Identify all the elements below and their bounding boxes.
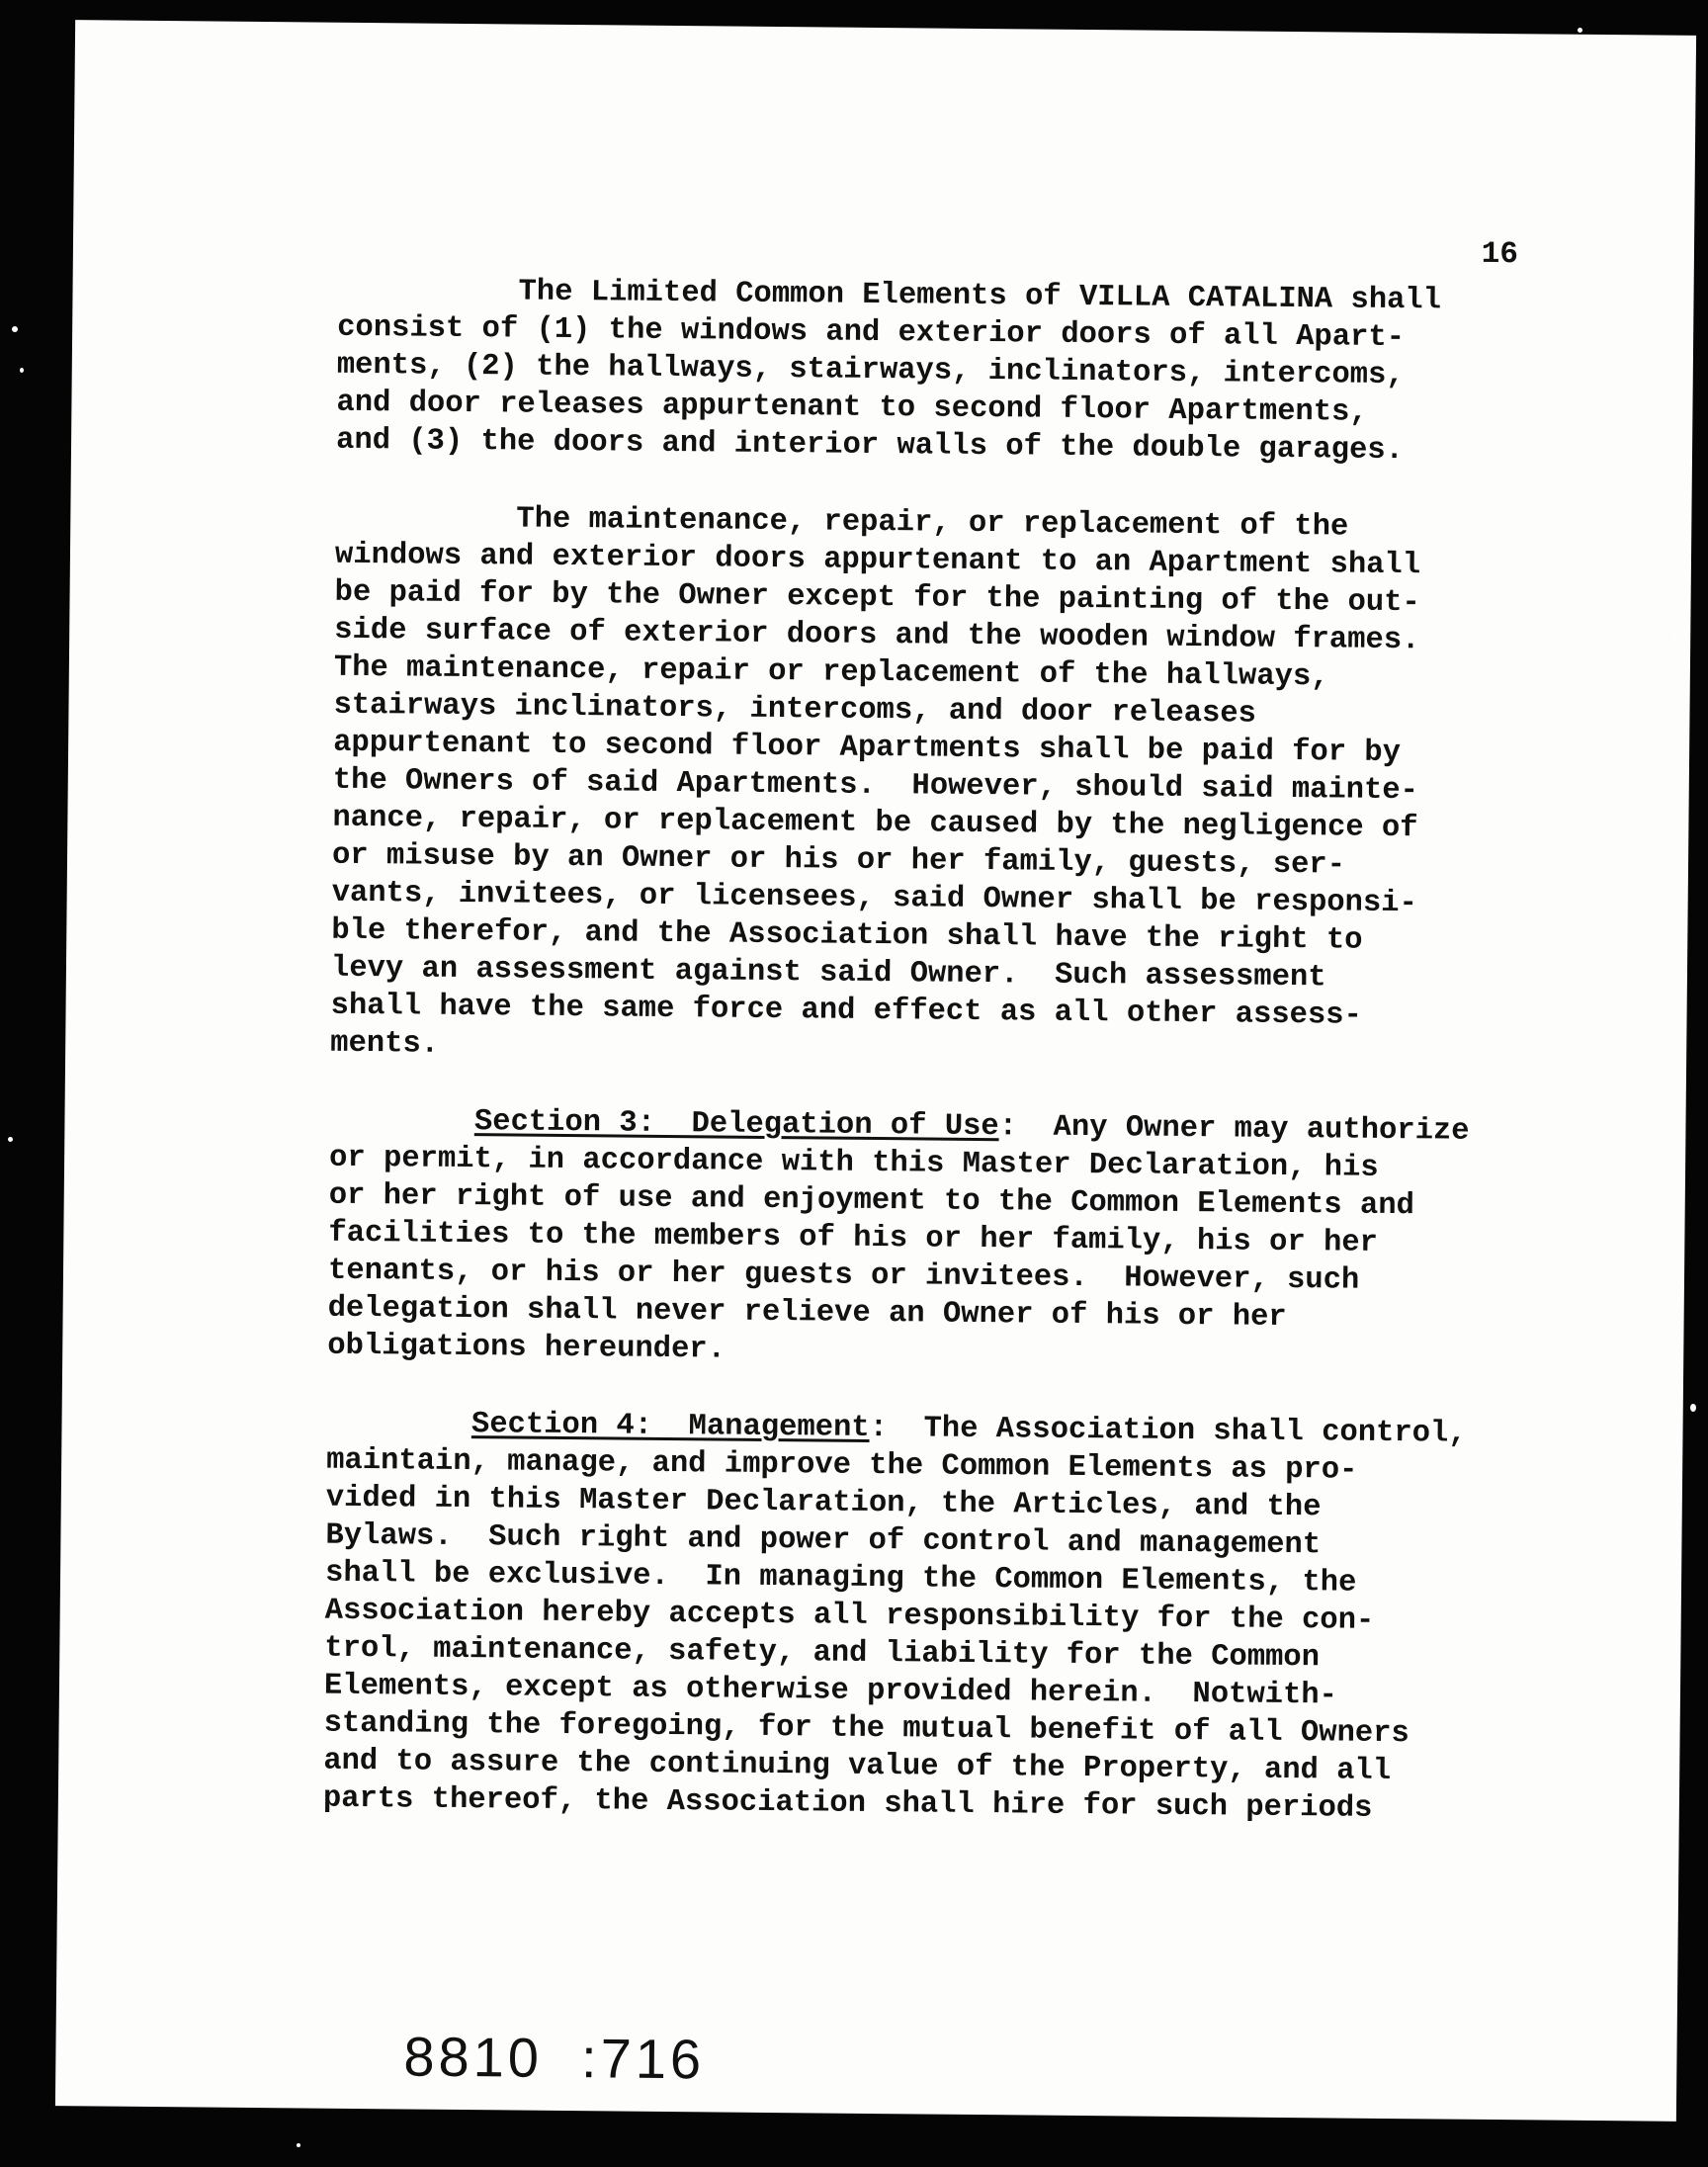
text-line: windows and exterior doors appurtenant to an Apartment shall (334, 538, 1421, 583)
text-line: ments. (330, 1026, 440, 1062)
text-line: appurtenant to second floor Apartments shall be paid for by (332, 726, 1402, 771)
text-line: parts thereof, the Association shall hire for such periods (322, 1781, 1373, 1826)
text-line: shall have the same force and effect as all other assess- (330, 989, 1362, 1033)
text-line: obligations hereunder. (327, 1329, 726, 1367)
section-4-first-line-text: : The Association shall control, (869, 1411, 1467, 1451)
text-line: trol, maintenance, safety, and liability for the Common (324, 1631, 1321, 1676)
scan-speck (1690, 1404, 1696, 1412)
section-3-heading: Section 3: Delegation of Use (473, 1105, 999, 1145)
scan-speck (297, 2143, 300, 2147)
document-body (322, 272, 1545, 1869)
text-line: levy an assessment against said Owner. Such assessment (330, 951, 1326, 996)
text-line: The maintenance, repair or replacement of the hallways, (333, 650, 1329, 695)
text-line: vants, invitees, or licensees, said Owner shall be responsi- (331, 876, 1417, 921)
text-line: be paid for by the Owner except for the painting of the out- (334, 575, 1420, 621)
text-line: The Limited Common Elements of VILLA CATALINA shall (337, 273, 1442, 318)
scan-speck (1672, 633, 1677, 638)
text-line: and (3) the doors and interior walls of the double garages. (335, 423, 1405, 469)
text-line: Bylaws. Such right and power of control and management (325, 1518, 1322, 1563)
text-line: the Owners of said Apartments. However, should said mainte- (332, 763, 1419, 809)
scan-speck (20, 368, 24, 373)
text-line: ble therefor, and the Association shall have the right to (331, 913, 1363, 958)
text-line: side surface of exterior doors and the wooden window frames. (334, 613, 1420, 658)
scan-speck (1578, 28, 1582, 33)
text-line: ments, (2) the hallways, stairways, inclinators, intercoms, (336, 348, 1405, 393)
text-line: consist of (1) the windows and exterior doors of all Apart- (337, 310, 1406, 356)
text-line: or permit, in accordance with this Master Declaration, his (328, 1141, 1379, 1185)
section-3-delegation-of-use (327, 1102, 1537, 1377)
text-line: stairways inclinators, intercoms, and door releases (333, 688, 1257, 732)
scan-speck (12, 326, 18, 332)
text-line: Association hereby accepts all responsibility for the con- (324, 1594, 1375, 1638)
document-page (55, 20, 1696, 2122)
page-number: 16 (1481, 236, 1519, 273)
text-line: and to assure the continuing value of the Property, and all (323, 1744, 1392, 1789)
text-line: facilities to the members of his or her family, his or her (328, 1216, 1379, 1260)
paragraph-limited-common-elements (336, 272, 1546, 472)
text-line: Elements, except as otherwise provided herein. Notwith- (323, 1669, 1338, 1713)
document-code: 8810 :716 (403, 2025, 706, 2091)
scan-speck (8, 1137, 13, 1142)
section-4-management (323, 1405, 1535, 1830)
section-4-heading: Section 4: Management (470, 1408, 870, 1445)
text-line: or misuse by an Owner or his or her family, guests, ser- (331, 838, 1346, 883)
text-line: and door releases appurtenant to second floor Apartments, (336, 386, 1368, 430)
section-3-first-line-text: : Any Owner may authorize (998, 1110, 1470, 1149)
text-line: vided in this Master Declaration, the Articles, and the (325, 1481, 1322, 1525)
text-line: delegation shall never relieve an Owner of his or her (327, 1291, 1287, 1336)
text-line: tenants, or his or her guests or invitees. However, such (327, 1254, 1360, 1298)
text-line: shall be exclusive. In managing the Common Elements, the (324, 1556, 1357, 1601)
text-line: or her right of use and enjoyment to the Common Elements and (328, 1178, 1415, 1224)
paragraph-maintenance (330, 499, 1543, 1075)
text-line: maintain, manage, and improve the Common Elements as pro- (326, 1443, 1358, 1488)
text-line: standing the foregoing, for the mutual benefit of all Owners (323, 1706, 1409, 1752)
text-line: nance, repair, or replacement be caused by the negligence of (332, 801, 1418, 846)
text-line: The maintenance, repair, or replacement of the (335, 500, 1349, 545)
